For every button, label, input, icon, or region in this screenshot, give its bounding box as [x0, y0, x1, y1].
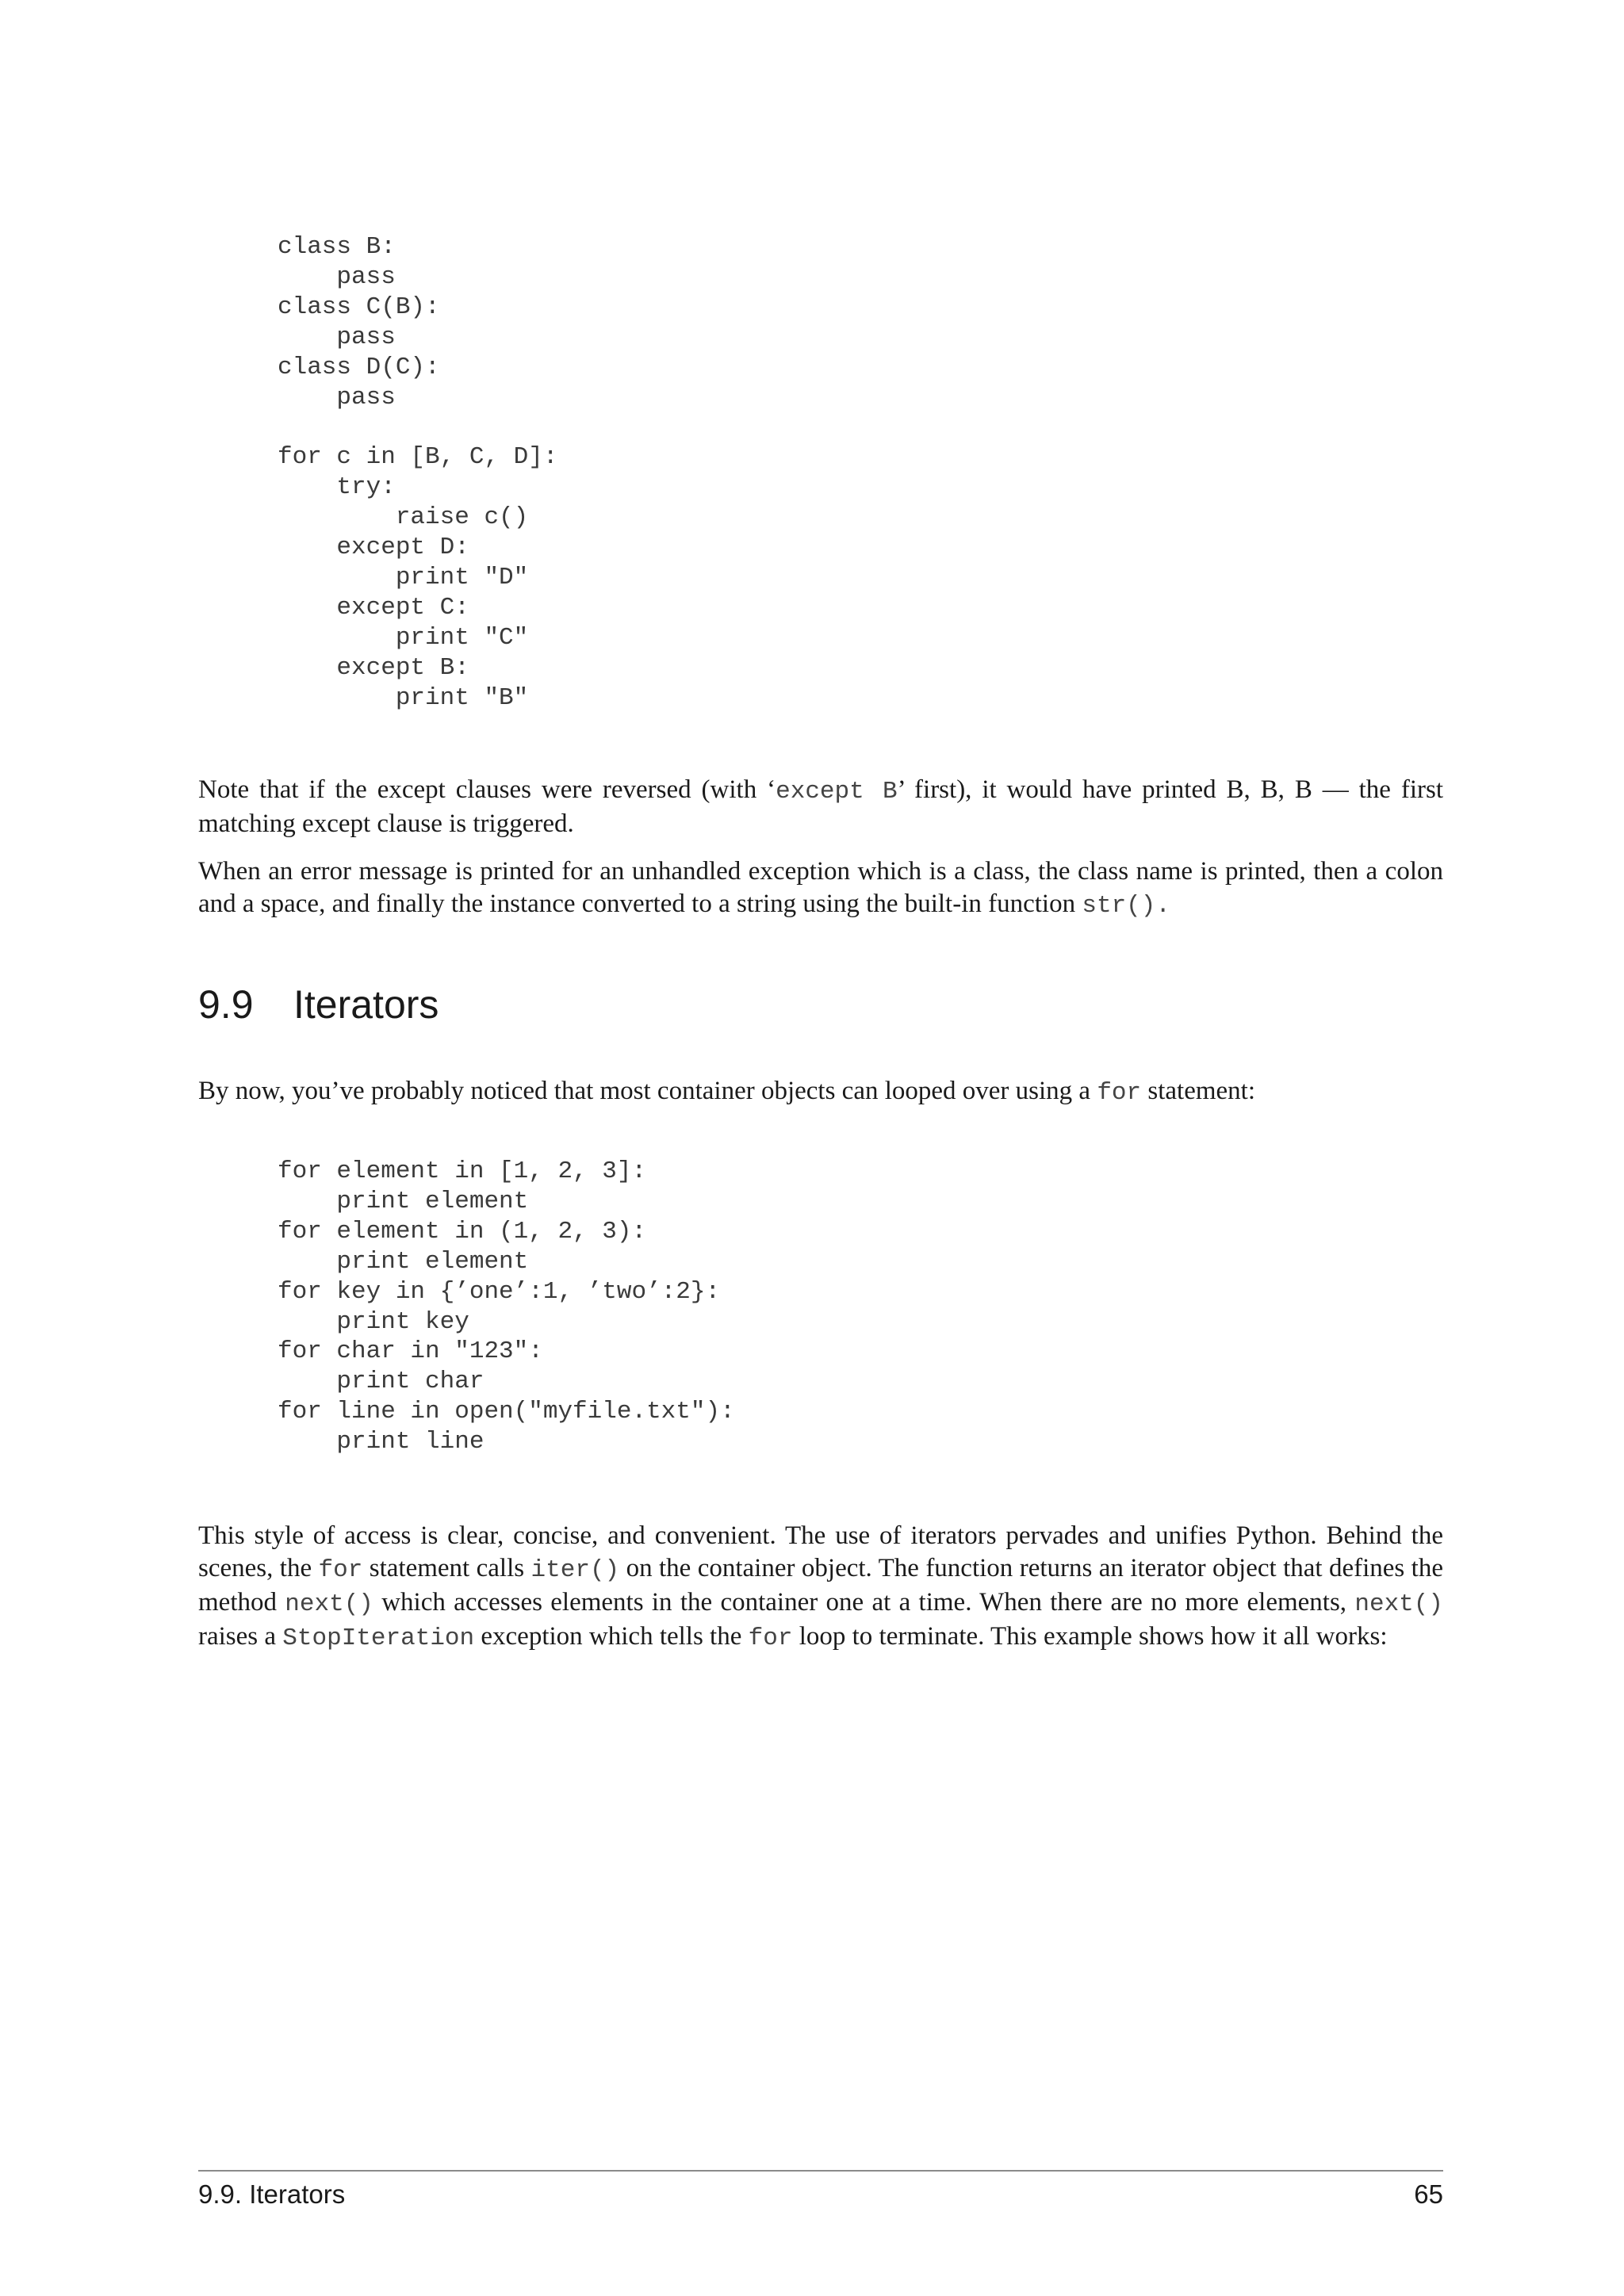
inline-code: for	[748, 1624, 793, 1652]
text-run: on the container object. The function returns an iterator object that defines the method	[198, 1554, 1443, 1617]
paragraph-iterator-protocol	[198, 1520, 1443, 1655]
inline-code: next()	[285, 1590, 373, 1618]
inline-code: str().	[1082, 892, 1170, 920]
footer-section-label: 9.9. Iterators	[198, 2179, 346, 2209]
footer-divider	[198, 2170, 1443, 2172]
inline-code: StopIteration	[282, 1624, 475, 1652]
inline-code: iter()	[530, 1556, 620, 1584]
text-run: When an error message is printed for an unhandled exception which is a class, the class name is printed, then a colon and a space, and finally the instance converted to a string using the built-in function	[198, 857, 1443, 918]
text-run: loop to terminate. This example shows how it all works:	[792, 1622, 1388, 1651]
inline-code: for	[318, 1556, 363, 1584]
page-number: 65	[1414, 2179, 1443, 2209]
text-run: which accesses elements in the container one at a time. When there are no more elements,	[373, 1588, 1355, 1617]
text-run: exception which tells the	[474, 1622, 749, 1651]
paragraph-except-order	[198, 774, 1443, 840]
document-page	[198, 0, 1443, 2296]
inline-code: for	[1097, 1079, 1142, 1107]
text-run: statement calls	[362, 1554, 531, 1582]
text-run: ’ first), it would have printed B, B, B — the first matching except clause is triggered.	[198, 775, 1444, 838]
inline-code: except B	[776, 778, 898, 806]
text-run: raises a	[198, 1622, 283, 1651]
section-number: 9.9	[198, 982, 254, 1027]
text-run: By now, you’ve probably noticed that most container objects can looped over using a	[198, 1077, 1097, 1105]
section-title: Iterators	[293, 982, 439, 1027]
text-run: statement:	[1141, 1077, 1256, 1105]
code-block-exceptions: class B: pass class C(B): pass class D(C): pass for c in [B, C, D]: try: raise c() except D: print "D" except C: print "C" except B: print "B"	[278, 233, 558, 712]
paragraph-iterators-intro	[198, 1075, 1443, 1109]
paragraph-error-message	[198, 855, 1443, 922]
inline-code: next()	[1354, 1590, 1443, 1618]
section-heading	[198, 981, 439, 1028]
text-run: Note that if the except clauses were reversed (with ‘	[198, 775, 776, 804]
code-block-for-loops: for element in [1, 2, 3]: print element for element in (1, 2, 3): print element for key in {’one’:1, ’two’:2}: print key for char in "123": print char for line in open("myfile.txt"): print line	[278, 1158, 735, 1456]
text-run: This style of access is clear, concise, and convenient. The use of iterators pervades and unifies Python. Behind the scenes, the	[198, 1521, 1443, 1582]
